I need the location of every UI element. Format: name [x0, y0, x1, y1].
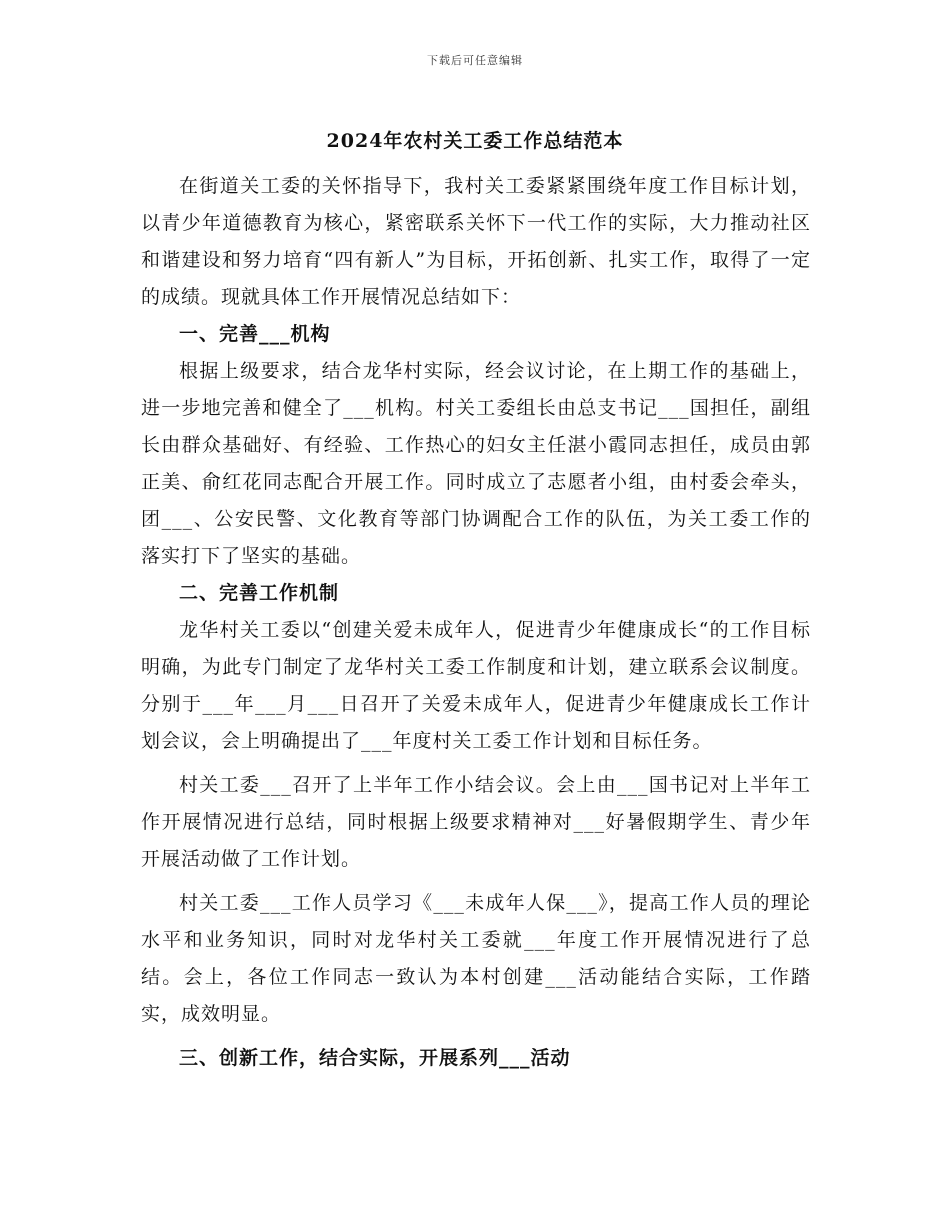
document-body: [141, 168, 811, 1077]
section-heading-3: 三、创新工作，结合实际，开展系列___活动: [179, 1047, 571, 1069]
section-2-paragraph-2: 村关工委___召开了上半年工作小结会议。会上由___国书记对上半年工作开展情况进行总结，同时根据上级要求精神对___好暑假期学生、青少年开展活动做了工作计划。: [141, 774, 811, 870]
intro-paragraph: 在街道关工委的关怀指导下，我村关工委紧紧围绕年度工作目标计划，以青少年道德教育为核心，紧密联系关怀下一代工作的实际，大力推动社区和谐建设和努力培育“四有新人”为目标，开拓创新、扎实工作，取得了一定的成绩。现就具体工作开展情况总结如下：: [141, 175, 811, 308]
section-heading-1: 一、完善___机构: [179, 323, 331, 345]
section-2-paragraph-3: 村关工委___工作人员学习《___未成年人保___》，提高工作人员的理论水平和业务知识，同时对龙华村关工委就___年度工作开展情况进行了总结。会上，各位工作同志一致认为本村创建___活动能结合实际，工作踏实，成效明显。: [141, 892, 811, 1025]
section-1-paragraph: 根据上级要求，结合龙华村实际，经会议讨论，在上期工作的基础上，进一步地完善和健全了___机构。村关工委组长由总支书记___国担任，副组长由群众基础好、有经验、工作热心的妇女主任湛小霞同志担任，成员由郭正美、俞红花同志配合开展工作。同时成立了志愿者小组，由村委会牵头，团___、公安民警、文化教育等部门协调配合工作的队伍，为关工委工作的落实打下了坚实的基础。: [141, 360, 811, 567]
section-2-paragraph-1: 龙华村关工委以“创建关爱未成年人，促进青少年健康成长“的工作目标明确，为此专门制定了龙华村关工委工作制度和计划，建立联系会议制度。分别于___年___月___日召开了关爱未成年人，促进青少年健康成长工作计划会议，会上明确提出了___年度村关工委工作计划和目标任务。: [141, 619, 811, 752]
section-heading-2: 二、完善工作机制: [179, 582, 340, 604]
page-header-note: 下载后可任意编辑: [427, 54, 523, 67]
document-title: 2024年农村关工委工作总结范本: [326, 130, 624, 152]
